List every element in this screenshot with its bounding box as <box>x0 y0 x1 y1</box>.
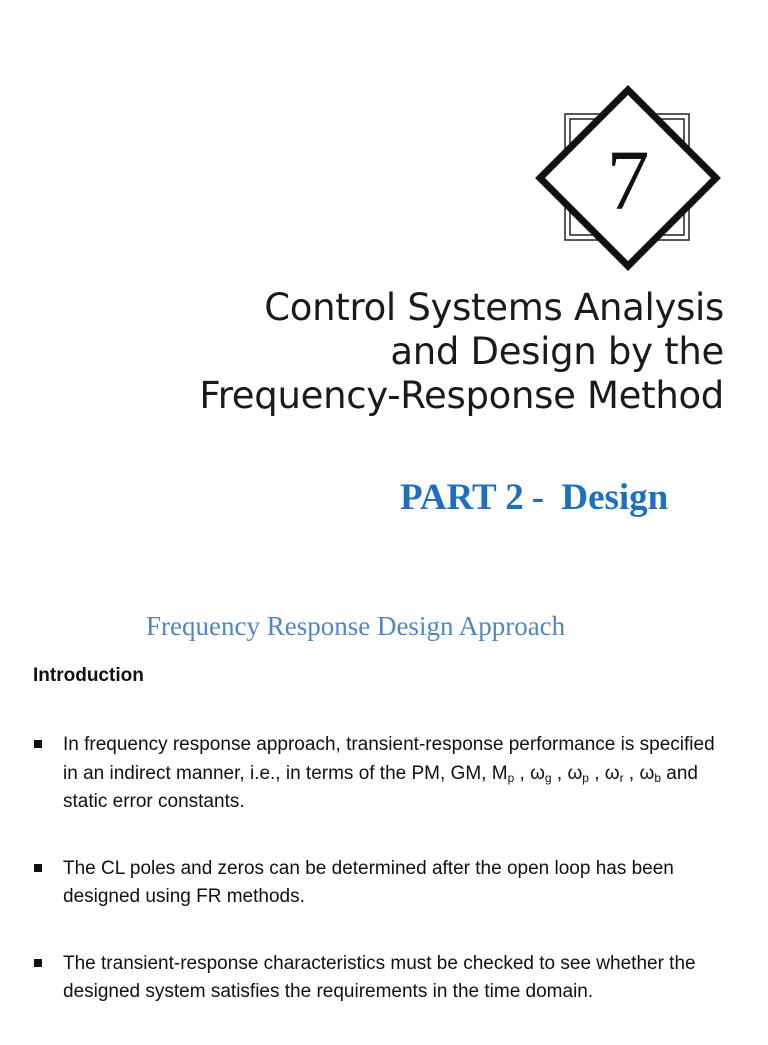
bullet-list <box>33 731 733 1045</box>
chapter-title-line-2: and Design by the <box>390 330 724 373</box>
square-bullet-icon <box>34 959 42 967</box>
square-bullet-icon <box>34 864 42 872</box>
bullet-item <box>33 855 733 912</box>
bullet-text: The transient-response characteristics must be checked to see whether the designed system satisfies the requirements in the time domain. <box>63 952 696 1002</box>
part-heading <box>400 476 668 519</box>
introduction-heading: Introduction <box>33 665 144 686</box>
chapter-title-line-3: Frequency-Response Method <box>199 374 724 417</box>
bullet-text: In frequency response approach, transient-response performance is specified in an indirect manner, i.e., in terms of the PM, GM, $M_p$ , $\omega_g$ , $\omega_p$ , $\omega_r$ , $\omega_b$ and static error constants. <box>63 734 715 812</box>
square-bullet-icon <box>34 740 42 748</box>
chapter-number: 7 <box>606 132 650 228</box>
part-separator: - <box>531 477 545 518</box>
part-topic: Design <box>561 477 669 518</box>
bullet-item <box>33 950 733 1007</box>
chapter-title-line-1: Control Systems Analysis <box>264 286 724 329</box>
chapter-number-badge <box>534 84 722 272</box>
bullet-item <box>33 731 733 817</box>
bullet-text: The CL poles and zeros can be determined after the open loop has been designed using FR methods. <box>63 857 674 907</box>
part-label: PART 2 <box>400 477 524 518</box>
section-heading: Frequency Response Design Approach <box>146 611 566 641</box>
chapter-title <box>199 286 724 418</box>
